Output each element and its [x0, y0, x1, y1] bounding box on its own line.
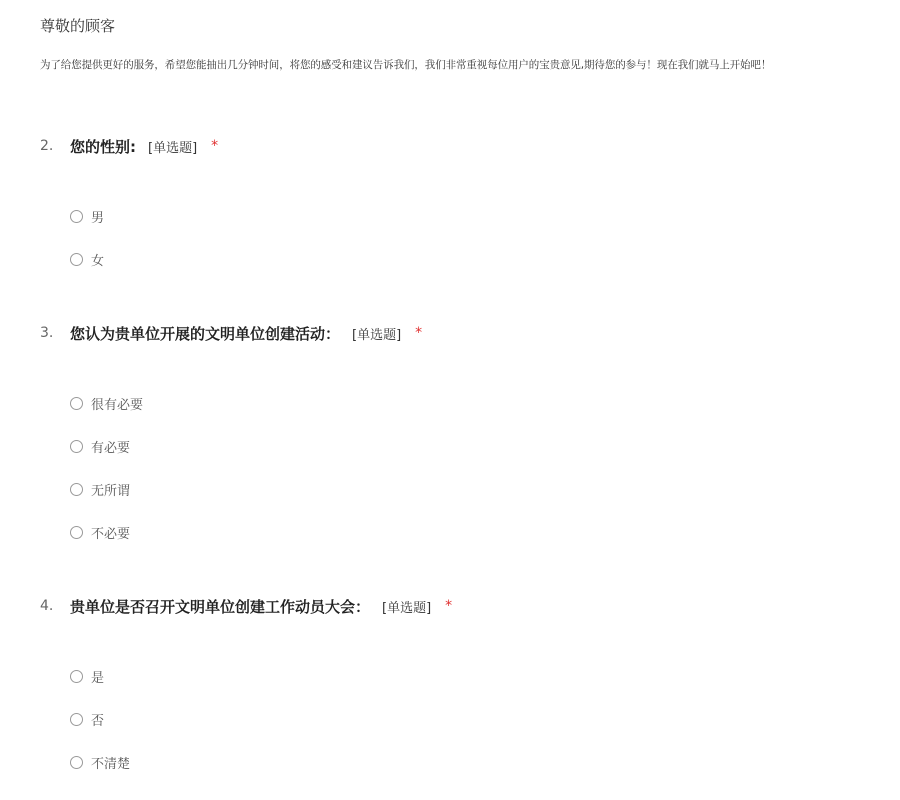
greeting-title: 尊敬的顾客: [40, 17, 116, 35]
option-label: 很有必要: [91, 397, 144, 413]
question-title: 您认为贵单位开展的文明单位创建活动：: [70, 324, 341, 343]
option-unnecessary[interactable]: [70, 522, 130, 542]
option-label: 无所谓: [91, 483, 131, 499]
option-male[interactable]: [70, 206, 104, 226]
option-label: 女: [91, 253, 105, 269]
radio-button[interactable]: [70, 483, 83, 496]
option-indifferent[interactable]: [70, 479, 130, 499]
option-label: 是: [91, 670, 105, 686]
question-type-label: [单选题]: [382, 600, 432, 616]
option-label: 男: [91, 210, 105, 226]
option-label: 否: [91, 713, 105, 729]
radio-button[interactable]: [70, 713, 83, 726]
required-mark: *: [415, 325, 423, 341]
radio-button[interactable]: [70, 670, 83, 683]
question-2-header: [40, 134, 218, 158]
question-3-header: [40, 321, 422, 345]
radio-button[interactable]: [70, 526, 83, 539]
option-unclear[interactable]: [70, 752, 130, 772]
required-mark: *: [211, 138, 219, 154]
question-number: 3.: [40, 325, 54, 341]
option-label: 有必要: [91, 440, 131, 456]
question-type-label: [单选题]: [352, 327, 402, 343]
option-no[interactable]: [70, 709, 104, 729]
question-4-header: [40, 594, 452, 618]
option-yes[interactable]: [70, 666, 104, 686]
option-very-necessary[interactable]: [70, 393, 143, 413]
question-number: 2.: [40, 138, 54, 154]
radio-button[interactable]: [70, 440, 83, 453]
option-necessary[interactable]: [70, 436, 130, 456]
question-number: 4.: [40, 598, 54, 614]
option-female[interactable]: [70, 249, 104, 269]
question-type-label: [单选题]: [148, 140, 198, 156]
option-label: 不清楚: [91, 756, 131, 772]
intro-text: 为了给您提供更好的服务，希望您能抽出几分钟时间，将您的感受和建议告诉我们，我们非常重视每位用户的宝贵意见,期待您的参与！现在我们就马上开始吧！: [40, 59, 772, 71]
radio-button[interactable]: [70, 397, 83, 410]
required-mark: *: [445, 598, 453, 614]
option-label: 不必要: [91, 526, 131, 542]
radio-button[interactable]: [70, 253, 83, 266]
question-title: 您的性别:: [70, 137, 136, 156]
question-title: 贵单位是否召开文明单位创建工作动员大会：: [70, 597, 371, 616]
radio-button[interactable]: [70, 210, 83, 223]
radio-button[interactable]: [70, 756, 83, 769]
